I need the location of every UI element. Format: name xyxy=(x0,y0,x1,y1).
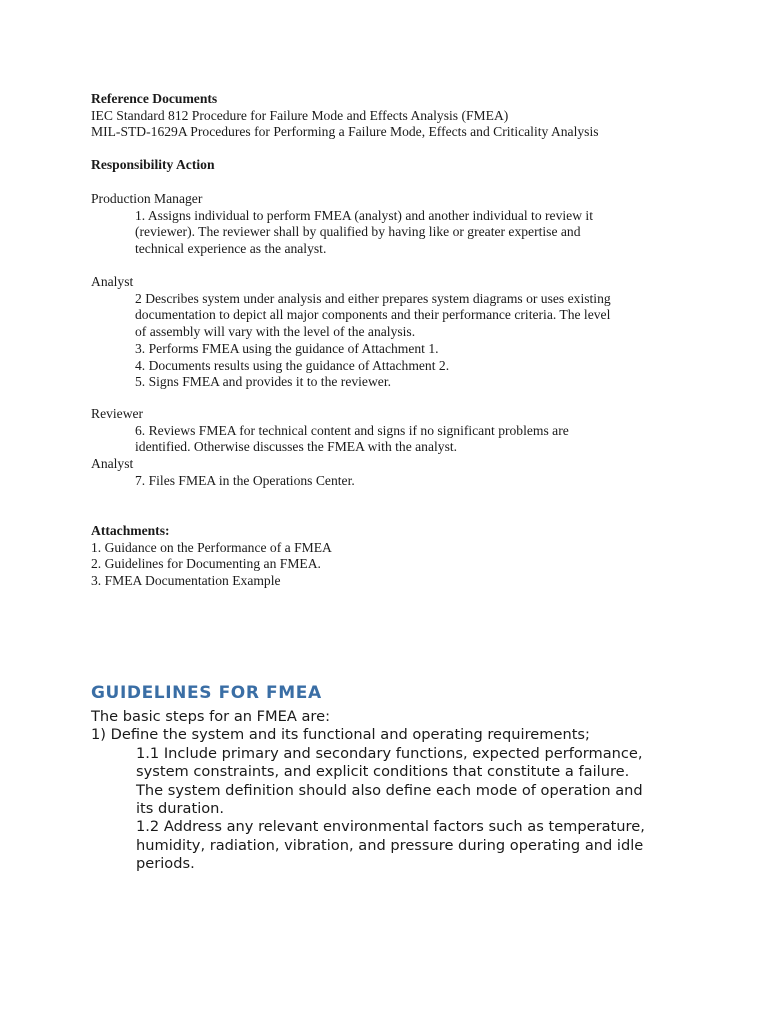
role-action-line: documentation to depict all major components and their performance criteria. The level xyxy=(135,307,611,323)
attachments-heading: Attachments: xyxy=(91,523,170,538)
role-name: Analyst xyxy=(91,456,134,471)
role-action-line: 1. Assigns individual to perform FMEA (analyst) and another individual to review it xyxy=(135,207,593,223)
role-action-line: 5. Signs FMEA and provides it to the reviewer. xyxy=(135,374,391,390)
reference-documents-heading: Reference Documents xyxy=(91,91,218,106)
role-analyst-files xyxy=(91,456,691,489)
role-production-manager xyxy=(91,191,691,258)
attachment-item: 3. FMEA Documentation Example xyxy=(91,573,281,589)
attachments-section xyxy=(91,523,691,590)
attachment-item: 2. Guidelines for Documenting an FMEA. xyxy=(91,556,321,572)
guidelines-step-1: 1) Define the system and its functional and operating requirements; xyxy=(91,726,590,744)
role-reviewer xyxy=(91,406,691,456)
role-action-line: (reviewer). The reviewer shall by qualified by having like or greater expertise and xyxy=(135,224,581,240)
guidelines-sub-line: humidity, radiation, vibration, and pressure during operating and idle xyxy=(136,836,644,854)
role-analyst xyxy=(91,274,691,391)
reference-line-mil-std: MIL-STD-1629A Procedures for Performing a Failure Mode, Effects and Criticality Analysis xyxy=(91,124,599,140)
guidelines-sub-line: periods. xyxy=(136,855,195,873)
role-name: Analyst xyxy=(91,274,134,289)
role-name: Reviewer xyxy=(91,406,144,421)
role-name: Production Manager xyxy=(91,191,203,206)
role-action-line: 2 Describes system under analysis and either prepares system diagrams or uses existing xyxy=(135,290,611,306)
reference-line-iec: IEC Standard 812 Procedure for Failure Mode and Effects Analysis (FMEA) xyxy=(91,107,509,123)
role-action-line: 7. Files FMEA in the Operations Center. xyxy=(135,472,355,488)
guidelines-sub-line: 1.1 Include primary and secondary functions, expected performance, xyxy=(136,744,643,762)
guidelines-title: GUIDELINES FOR FMEA xyxy=(91,683,322,703)
role-action-line: 4. Documents results using the guidance of Attachment 2. xyxy=(135,357,450,373)
responsibility-heading: Responsibility Action xyxy=(91,157,215,172)
guidelines-body xyxy=(91,708,731,874)
role-action-line: technical experience as the analyst. xyxy=(135,241,327,257)
role-action-line: 6. Reviews FMEA for technical content and signs if no significant problems are xyxy=(135,422,569,438)
guidelines-sub-line: system constraints, and explicit conditions that constitute a failure. xyxy=(136,763,630,781)
guidelines-sub-line: 1.2 Address any relevant environmental factors such as temperature, xyxy=(136,818,645,836)
guidelines-intro: The basic steps for an FMEA are: xyxy=(91,708,331,725)
guidelines-sub-line: The system definition should also define each mode of operation and xyxy=(136,781,643,799)
responsibility-section xyxy=(91,157,691,174)
reference-documents-section xyxy=(91,91,691,141)
role-action-line: identified. Otherwise discusses the FMEA with the analyst. xyxy=(135,439,458,455)
role-action-line: 3. Performs FMEA using the guidance of Attachment 1. xyxy=(135,340,439,356)
attachment-item: 1. Guidance on the Performance of a FMEA xyxy=(91,539,332,555)
guidelines-sub-line: its duration. xyxy=(136,800,225,818)
role-action-line: of assembly will vary with the level of the analysis. xyxy=(135,324,416,340)
